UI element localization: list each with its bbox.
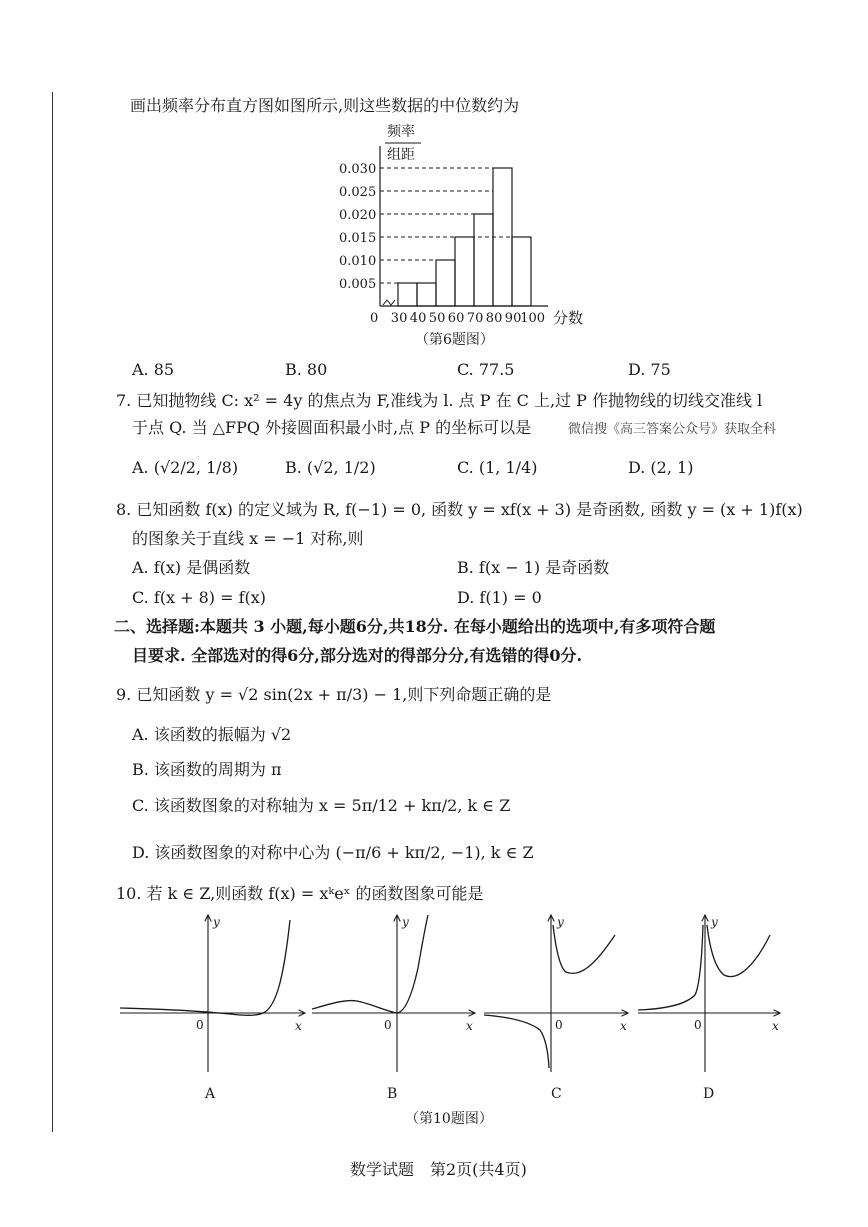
svg-text:x: x (295, 1019, 302, 1033)
q7-option-a: A. (√2/2, 1/8) (132, 458, 239, 477)
chart-x-tick-label: 90 (504, 311, 522, 326)
graph-b-label: B (387, 1086, 398, 1102)
q9-option-c: C. 该函数图象的对称轴为 x = 5π/12 + kπ/2, k ∈ Z (132, 796, 511, 815)
q6-caption: （第6题图） (415, 332, 494, 348)
graph-d-right-branch (707, 925, 770, 977)
svg-text:y: y (402, 915, 409, 929)
chart-x-tick-label: 70 (466, 311, 484, 326)
q8-option-d: D. f(1) = 0 (457, 588, 542, 607)
q9-stem: 9. 已知函数 y = √2 sin(2x + π/3) − 1,则下列命题正确的是 (116, 685, 552, 704)
chart-x-tick-label: 30 (390, 311, 408, 326)
svg-text:0: 0 (555, 1018, 563, 1032)
q6-option-b: B. 80 (285, 360, 328, 379)
q9-option-a: A. 该函数的振幅为 √2 (132, 725, 292, 744)
chart-x-tick-label: 100 (520, 311, 546, 326)
q8-option-c: C. f(x + 8) = f(x) (132, 588, 267, 607)
q7-line2: 于点 Q. 当 △FPQ 外接圆面积最小时,点 P 的坐标可以是 (132, 418, 532, 437)
graph-panel-c (484, 915, 628, 1102)
q9-option-b: B. 该函数的周期为 π (132, 760, 282, 779)
q10-caption: （第10题图） (405, 1111, 493, 1127)
q7-watermark: 微信搜《高三答案公众号》获取全科 (568, 422, 777, 437)
svg-text:0: 0 (694, 1018, 702, 1032)
section2-line2: 目要求. 全部选对的得6分,部分选对的得部分分,有选错的得0分. (132, 646, 583, 665)
q6-stem: 画出频率分布直方图如图所示,则这些数据的中位数约为 (130, 96, 520, 115)
chart-xlabel: 分数 (553, 309, 584, 327)
chart-y-tick-label: 0.015 (339, 231, 377, 246)
q8-option-b: B. f(x − 1) 是奇函数 (457, 558, 610, 577)
svg-text:y: y (711, 915, 718, 929)
svg-text:0: 0 (196, 1018, 204, 1032)
svg-text:x: x (466, 1019, 473, 1033)
q6-option-a: A. 85 (132, 360, 175, 379)
q10-stem: 10. 若 k ∈ Z,则函数 f(x) = xᵏeˣ 的函数图象可能是 (116, 884, 484, 903)
q6-option-d: D. 75 (628, 360, 671, 379)
graph-c-label: C (551, 1086, 562, 1102)
graph-a-curve (120, 920, 290, 1015)
chart-origin-label: 0 (370, 311, 379, 326)
svg-text:x: x (772, 1019, 779, 1033)
graph-panel-a (120, 915, 305, 1102)
q7-line1: 7. 已知抛物线 C: x² = 4y 的焦点为 F,准线为 l. 点 P 在 C 上,过 P 作抛物线的切线交准线 l (116, 391, 763, 410)
svg-text:0: 0 (384, 1018, 392, 1032)
graph-d-left-branch (638, 925, 703, 1010)
chart-ylabel-top: 频率 (387, 124, 415, 140)
q7-option-d: D. (2, 1) (628, 458, 694, 477)
graph-a-label: A (205, 1086, 216, 1102)
chart-y-tick-label: 0.010 (339, 254, 377, 269)
chart-ylabel-bottom: 组距 (387, 147, 415, 163)
q8-option-a: A. f(x) 是偶函数 (132, 558, 251, 577)
q8-line2: 的图象关于直线 x = −1 对称,则 (132, 529, 364, 548)
q7-option-c: C. (1, 1/4) (457, 458, 538, 477)
chart-x-tick-label: 80 (485, 311, 503, 326)
svg-text:x: x (620, 1019, 627, 1033)
chart-y-tick-label: 0.025 (339, 185, 377, 200)
chart-y-tick-label: 0.030 (339, 162, 377, 177)
q7-option-b: B. (√2, 1/2) (285, 458, 376, 477)
graph-panel-d (638, 915, 780, 1102)
page-footer: 数学试题 第2页(共4页) (350, 1160, 527, 1179)
chart-y-tick-label: 0.020 (339, 208, 377, 223)
graph-b-curve (312, 915, 428, 1013)
graph-c-right-branch (553, 925, 615, 973)
graph-d-label: D (703, 1086, 715, 1102)
q6-option-c: C. 77.5 (457, 360, 515, 379)
chart-y-tick-label: 0.005 (339, 277, 377, 292)
svg-text:y: y (557, 915, 564, 929)
chart-x-tick-label: 50 (428, 311, 446, 326)
chart-x-tick-label: 40 (409, 311, 427, 326)
q9-option-d: D. 该函数图象的对称中心为 (−π/6 + kπ/2, −1), k ∈ Z (132, 843, 534, 862)
q8-line1: 8. 已知函数 f(x) 的定义域为 R, f(−1) = 0, 函数 y = xf(x + 3) 是奇函数, 函数 y = (x + 1)f(x) (116, 500, 803, 519)
chart-x-tick-label: 60 (447, 311, 465, 326)
graph-c-left-branch (484, 1015, 549, 1068)
section2-line1: 二、选择题:本题共 3 小题,每小题6分,共18分. 在每小题给出的选项中,有多项符合题 (114, 617, 716, 636)
svg-text:y: y (213, 915, 220, 929)
graph-panel-b (312, 915, 475, 1102)
